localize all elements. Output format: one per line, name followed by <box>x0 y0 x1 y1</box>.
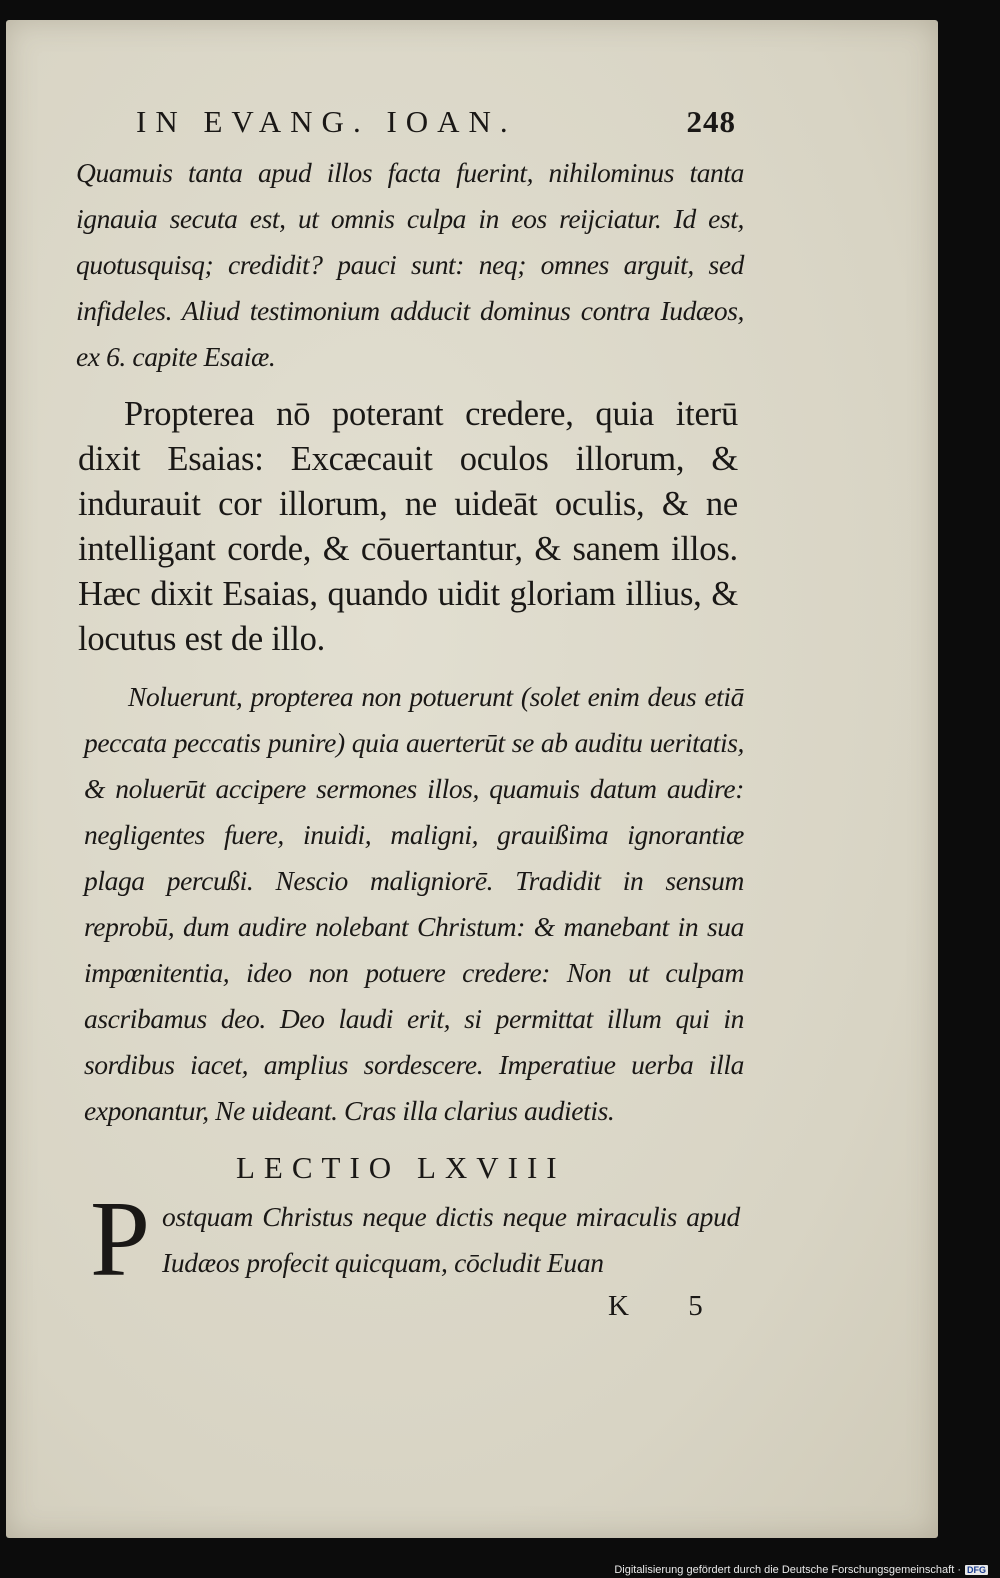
lectio-text: ostquam Christus neque dictis neque miraculis apud Iudæos profecit quicquam, cōcludit Euan <box>162 1201 740 1278</box>
lectio-paragraph <box>90 1180 740 1299</box>
scripture-verse: Propterea nō poterant credere, quia iterū dixit Esaias: Excæcauit oculos illorum, & indurauit cor illorum, ne uideāt oculis, & ne intelligant corde, & cōuertantur, & sanem illos. Hæc dixit Esaias, quando uidit gloriam illius, & locutus est de illo. <box>78 395 738 658</box>
lectio-heading: LECTIO LXVIII <box>236 1150 566 1185</box>
commentary-paragraph-1: Quamuis tanta apud illos facta fuerint, nihilominus tanta ignauia secuta est, ut omnis culpa in eos reijciatur. Id est, quotusquisq; credidit? pauci sunt: neq; omnes arguit, sed infideles. Aliud testimonium adducit dominus contra Iudæos, ex 6. capite Esaiæ. <box>76 157 744 372</box>
drop-cap-initial: P <box>90 1180 151 1299</box>
commentary-paragraph-2: Noluerunt, propterea non potuerunt (solet enim deus etiā peccata peccatis punire) quia auerterūt se ab auditu ueritatis, & noluerūt accipere sermones illos, quamuis datum audire: negligentes fuere, inuidi, maligni, grauißima ignorantiæ plaga percußi. Nescio maligniorē. Tradidit in sensum reprobū, dum audire nolebant Christum: & manebant in sua impœnitentia, ideo non potuere credere: Non ut culpam ascribamus deo. Deo laudi erit, si permittat illum qui in sordibus iacet, amplius sordescere. Imperatiue uerba illa exponantur, Ne uideant. Cras illa clarius audietis. <box>84 681 744 1126</box>
page-number: 248 <box>686 104 736 139</box>
text-block <box>68 104 748 1330</box>
dfg-logo-icon: DFG <box>967 1565 986 1575</box>
signature-mark: K 5 <box>608 1290 729 1322</box>
running-head <box>136 104 736 146</box>
digitization-footer <box>614 1564 988 1576</box>
book-page <box>6 20 938 1538</box>
footer-text: Digitalisierung gefördert durch die Deutsche Forschungsgemeinschaft · <box>614 1564 961 1576</box>
running-head-title: IN EVANG. IOAN. <box>136 104 517 139</box>
